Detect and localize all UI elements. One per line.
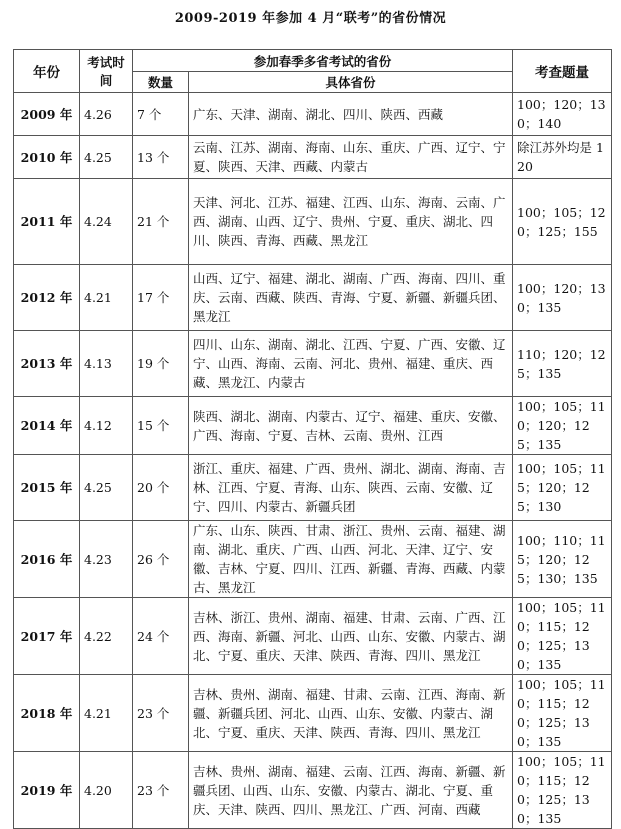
row-year: 2017 年 <box>14 598 80 675</box>
row-provinces: 天津、河北、江苏、福建、江西、山东、海南、云南、广西、湖南、山西、辽宁、贵州、宁夏、重庆、湖北、四川、陕西、青海、西藏、黑龙江 <box>189 179 513 265</box>
row-score: 100；105；120；125；155 <box>513 179 612 265</box>
row-score: 110；120；125；135 <box>513 331 612 397</box>
row-time: 4.23 <box>80 521 133 598</box>
row-count: 7 个 <box>133 93 189 136</box>
table-row <box>14 397 612 455</box>
row-provinces: 吉林、贵州、湖南、福建、甘肃、云南、江西、海南、新疆、新疆兵团、河北、山西、山东、安徽、内蒙古、湖北、宁夏、重庆、天津、陕西、青海、四川、黑龙江 <box>189 675 513 752</box>
row-count: 26 个 <box>133 521 189 598</box>
row-score: 100；105；110；115；120；125；130；135 <box>513 598 612 675</box>
row-year: 2015 年 <box>14 455 80 521</box>
row-time: 4.26 <box>80 93 133 136</box>
row-time: 4.25 <box>80 455 133 521</box>
header-time: 考试时间 <box>80 50 133 93</box>
row-count: 23 个 <box>133 752 189 829</box>
table-row <box>14 93 612 136</box>
row-count: 13 个 <box>133 136 189 179</box>
row-year: 2010 年 <box>14 136 80 179</box>
row-count: 21 个 <box>133 179 189 265</box>
row-provinces: 山西、辽宁、福建、湖北、湖南、广西、海南、四川、重庆、云南、西藏、陕西、青海、宁夏、新疆、新疆兵团、黑龙江 <box>189 265 513 331</box>
table-row <box>14 179 612 265</box>
row-provinces: 广东、天津、湖南、湖北、四川、陕西、西藏 <box>189 93 513 136</box>
row-provinces: 浙江、重庆、福建、广西、贵州、湖北、湖南、海南、吉林、江西、宁夏、青海、山东、陕西、云南、安徽、辽宁、四川、内蒙古、新疆兵团 <box>189 455 513 521</box>
row-score: 100；120；130；135 <box>513 265 612 331</box>
row-score: 100；105；110；115；120；125；130；135 <box>513 675 612 752</box>
table-row <box>14 331 612 397</box>
page-title: 2009-2019 年参加 4 月“联考”的省份情况 <box>174 11 447 26</box>
row-count: 24 个 <box>133 598 189 675</box>
row-provinces: 吉林、贵州、湖南、福建、云南、江西、海南、新疆、新疆兵团、山西、山东、安徽、内蒙古、湖北、宁夏、重庆、天津、陕西、四川、黑龙江、广西、河南、西藏 <box>189 752 513 829</box>
row-time: 4.13 <box>80 331 133 397</box>
row-time: 4.21 <box>80 265 133 331</box>
row-time: 4.25 <box>80 136 133 179</box>
row-year: 2011 年 <box>14 179 80 265</box>
row-score: 100；105；115；120；125；130 <box>513 455 612 521</box>
row-provinces: 吉林、浙江、贵州、湖南、福建、甘肃、云南、广西、江西、海南、新疆、河北、山西、山东、安徽、内蒙古、湖北、宁夏、重庆、天津、陕西、青海、四川、黑龙江 <box>189 598 513 675</box>
table-row <box>14 598 612 675</box>
table-row <box>14 455 612 521</box>
table-row <box>14 521 612 598</box>
row-score: 100；120；130；140 <box>513 93 612 136</box>
row-score: 100；105；110；115；120；125；130；135 <box>513 752 612 829</box>
row-time: 4.24 <box>80 179 133 265</box>
row-year: 2014 年 <box>14 397 80 455</box>
row-time: 4.12 <box>80 397 133 455</box>
header-year: 年份 <box>14 50 80 93</box>
row-score: 100；105；110；120；125；135 <box>513 397 612 455</box>
row-score: 除江苏外均是 120 <box>513 136 612 179</box>
table-body <box>14 93 612 829</box>
row-year: 2012 年 <box>14 265 80 331</box>
row-year: 2019 年 <box>14 752 80 829</box>
provinces-table <box>13 49 612 829</box>
row-count: 19 个 <box>133 331 189 397</box>
row-time: 4.21 <box>80 675 133 752</box>
row-time: 4.22 <box>80 598 133 675</box>
row-year: 2009 年 <box>14 93 80 136</box>
header-group: 参加春季多省考试的省份 <box>133 50 513 72</box>
row-count: 17 个 <box>133 265 189 331</box>
table-row <box>14 675 612 752</box>
header-count: 数量 <box>133 72 189 93</box>
row-time: 4.20 <box>80 752 133 829</box>
row-count: 20 个 <box>133 455 189 521</box>
table-row <box>14 265 612 331</box>
row-provinces: 广东、山东、陕西、甘肃、浙江、贵州、云南、福建、湖南、湖北、重庆、广西、山西、河北、天津、辽宁、安徽、吉林、宁夏、四川、江西、新疆、青海、西藏、内蒙古、黑龙江 <box>189 521 513 598</box>
row-count: 23 个 <box>133 675 189 752</box>
row-provinces: 四川、山东、湖南、湖北、江西、宁夏、广西、安徽、辽宁、山西、海南、云南、河北、贵州、福建、重庆、西藏、黑龙江、内蒙古 <box>189 331 513 397</box>
table-row <box>14 136 612 179</box>
row-count: 15 个 <box>133 397 189 455</box>
header-score: 考查题量 <box>513 50 612 93</box>
header-provinces: 具体省份 <box>189 72 513 93</box>
row-provinces: 陕西、湖北、湖南、内蒙古、辽宁、福建、重庆、安徽、广西、海南、宁夏、吉林、云南、贵州、江西 <box>189 397 513 455</box>
table-row <box>14 752 612 829</box>
row-score: 100；110；115；120；125；130；135 <box>513 521 612 598</box>
row-year: 2016 年 <box>14 521 80 598</box>
row-year: 2013 年 <box>14 331 80 397</box>
row-provinces: 云南、江苏、湖南、海南、山东、重庆、广西、辽宁、宁夏、陕西、天津、西藏、内蒙古 <box>189 136 513 179</box>
row-year: 2018 年 <box>14 675 80 752</box>
